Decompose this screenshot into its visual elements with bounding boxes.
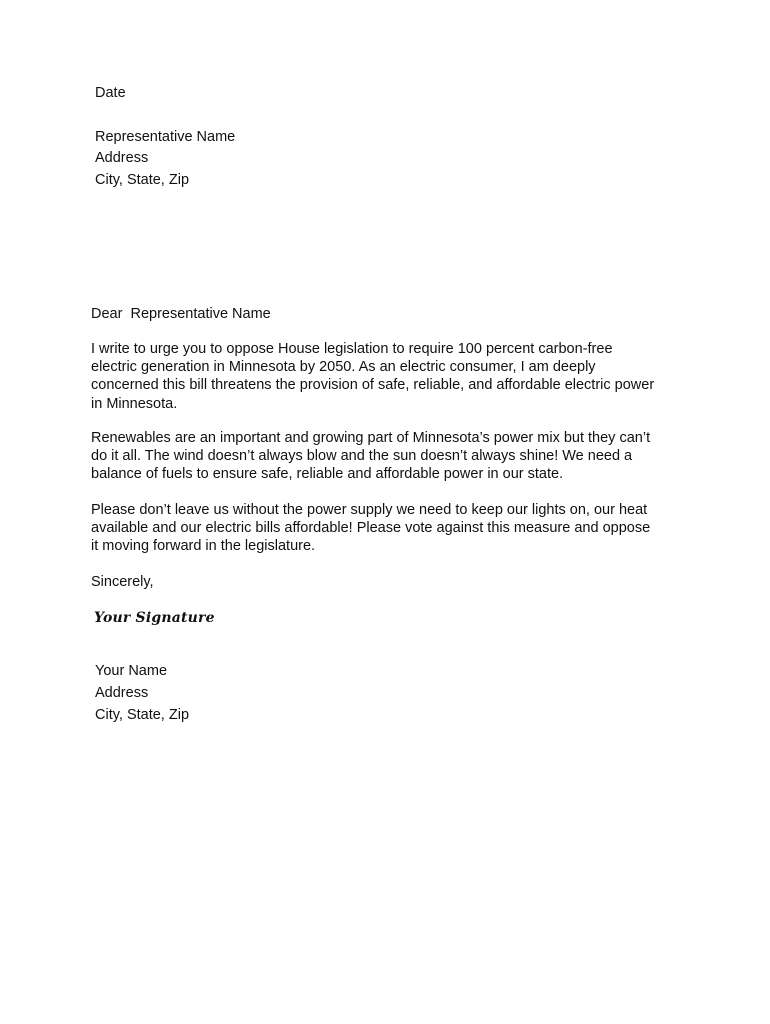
sender-address: Address: [95, 685, 149, 701]
recipient-city-state-zip: City, State, Zip: [95, 172, 190, 188]
body-paragraph-1: [91, 340, 691, 413]
signature: Your Signature: [94, 610, 215, 626]
paragraph-line: balance of fuels to ensure safe, reliable and affordable power in our state.: [91, 466, 564, 483]
date-line: Date: [95, 85, 126, 101]
paragraph-line: it moving forward in the legislature.: [91, 538, 316, 555]
paragraph-line: in Minnesota.: [91, 395, 178, 412]
closing: Sincerely,: [91, 574, 154, 590]
paragraph-line: Please don’t leave us without the power supply we need to keep our lights on, our heat: [91, 502, 648, 518]
paragraph-line: electric generation in Minnesota by 2050. As an electric consumer, I am deeply: [91, 359, 596, 376]
paragraph-line: do it all. The wind doesn’t always blow and the sun doesn’t always shine! We need a: [91, 448, 633, 465]
body-paragraph-2: [91, 429, 691, 484]
paragraph-line: concerned this bill threatens the provision of safe, reliable, and affordable electric power: [91, 377, 655, 394]
paragraph-line: I write to urge you to oppose House legislation to require 100 percent carbon-free: [91, 341, 613, 357]
sender-city-state-zip: City, State, Zip: [95, 707, 190, 723]
salutation: Dear Representative Name: [91, 306, 271, 322]
body-paragraph-3: [91, 501, 691, 556]
sender-name: Your Name: [95, 663, 168, 679]
paragraph-line: Renewables are an important and growing part of Minnesota’s power mix but they can’t: [91, 430, 651, 446]
recipient-address: Address: [95, 150, 149, 166]
recipient-name: Representative Name: [95, 129, 236, 145]
paragraph-line: available and our electric bills affordable! Please vote against this measure and oppose: [91, 520, 651, 537]
